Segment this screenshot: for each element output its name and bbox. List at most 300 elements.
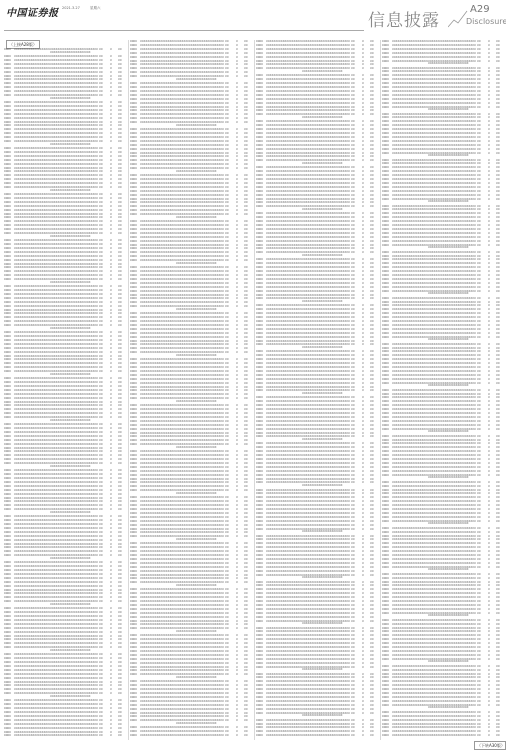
table-cell: XXXXXXXXXXXXXXXXXXXXXXXXXX [428,531,476,534]
table-cell: X [110,642,118,645]
table-cell: XX [244,730,252,733]
table-cell: 0000 [256,734,266,737]
table-cell: X [362,170,370,173]
table-cell: XXXXXXXXXXXXXXXXXXXXXXXXXX [50,224,98,227]
table-cell: XXXXXXXXXXXXXXXXXXXXXXXXXX [176,634,224,637]
table-cell: XX [496,516,504,519]
table-cell: XX [99,477,109,480]
table-cell: XXXXXXXXXXXXXXXXXXXXXXXXXX [428,194,476,197]
table-cell: 0000 [382,470,392,473]
table-cell: X [362,504,370,507]
table-cell: X [236,528,244,531]
table-cell: 0000 [256,106,266,109]
table-cell: XX [225,577,235,580]
table-cell: XX [496,370,504,373]
table-cell: X [488,454,496,457]
table-cell: XXXXXXXXXXXXXXXXXXXXXXXXXX [302,198,350,201]
table-cell: XXXXXXXXXXXXXXXXXXXXXXXXXX [50,539,98,542]
table-cell: XX [244,542,252,545]
table-cell: XXXXXXXXXXXXXXXXXXXXXXXXXX [176,378,224,381]
table-cell: XXXXXXXXXXXXXXXXXXXXXXXXXX [302,396,350,399]
table-cell: XX [477,592,487,595]
table-cell: XX [225,500,235,503]
table-cell: XXXXXXXXXXXXXXXXXXXX [14,71,50,74]
table-cell: XXXXXXXXXXXXXXXXXXXX [14,232,50,235]
table-cell: XXXXXXXXXXXXXXXXXXXXXXXXXX [50,71,98,74]
disclosure-table-area [4,40,502,740]
table-cell: 0000 [130,481,140,484]
table-cell: X [362,608,370,611]
table-cell: XXXXXXXXXXXXXXXXXXXXXXXXXX [176,588,224,591]
table-cell: XX [370,634,378,637]
table-cell: XX [496,466,504,469]
table-cell: X [488,301,496,304]
table-cell: 0000 [4,435,14,438]
table-cell: XX [496,212,504,215]
table-cell: XXXXXXXXXXXXXXXXXXXXXXXXXX [428,270,476,273]
table-cell: 0000 [4,140,14,143]
table-cell: XX [351,56,361,59]
table-cell: 0000 [382,424,392,427]
table-cell: 0000 [256,78,266,81]
table-cell: XX [370,538,378,541]
table-cell: XX [225,336,235,339]
table-cell: X [110,515,118,518]
table-cell: XXXXXXXXXXXXXXXXXXXX [14,274,50,277]
table-cell: X [236,496,244,499]
table-cell: XX [99,224,109,227]
table-cell: XX [477,466,487,469]
table-cell: XX [225,588,235,591]
table-cell: XXXXXXXXXXXXXXXXXXXX [392,350,428,353]
table-cell: X [488,723,496,726]
table-cell: XX [99,581,109,584]
table-cell: 0000 [130,458,140,461]
table-cell: XX [225,638,235,641]
table-cell: XX [477,688,487,691]
table-cell: X [110,228,118,231]
table-cell: XXXXXXXXXXXXXXXXXXXXXXXXXX [302,658,350,661]
table-cell: XXXXXXXXXXXXXXXXXXXX [392,719,428,722]
table-cell: XX [244,474,252,477]
table-cell: XX [496,634,504,637]
table-cell: X [236,666,244,669]
table-cell: XX [351,186,361,189]
table-cell: XX [496,642,504,645]
table-cell: 0000 [4,121,14,124]
table-cell: XX [99,504,109,507]
table-cell: XXXXXXXXXXXXXXXXXXXX [392,600,428,603]
table-cell: XX [225,102,235,105]
table-cell: 0000 [382,623,392,626]
table-cell: XXXXXXXXXXXXXXXXXXXX [140,270,176,273]
table-cell: XX [244,700,252,703]
table-cell: X [110,489,118,492]
table-cell: X [236,546,244,549]
table-cell: X [362,638,370,641]
table-cell: X [488,304,496,307]
table-cell: XX [225,255,235,258]
table-cell: XXXXXXXXXXXXXXXXXXXXXXXXXX [302,274,350,277]
table-cell: X [110,408,118,411]
table-cell: XXXXXXXXXXXXXXXXXXXX [140,247,176,250]
table-cell: XX [496,619,504,622]
table-cell: XX [225,132,235,135]
table-cell: X [236,290,244,293]
table-cell: XXXXXXXXXXXXXXXXXXXXXXXXXX [50,607,98,610]
table-cell: XX [370,676,378,679]
table-cell: X [362,650,370,653]
table-cell: XXXXXXXXXXXXXXXXXXXX [140,220,176,223]
table-row [130,351,252,358]
table-cell: XXXXXXXXXXXXXXXXXXXX [392,730,428,733]
table-cell: XX [225,155,235,158]
table-cell: XX [496,220,504,223]
table-cell: XX [118,193,126,196]
table-cell: XXXXXXXXXXXXXXXXXXXX [266,684,302,687]
table-cell: XX [477,343,487,346]
table-cell: 0000 [256,719,266,722]
table-cell: XX [244,574,252,577]
table-cell: XXXXXXXXXXXXXXXXXXXX [14,543,50,546]
table-cell: XX [496,152,504,155]
table-cell: XXXXXXXXXXXXXXXXXXXX [14,569,50,572]
table-cell: XXXXXXXXXXXXXXXXXXXXXXXXXX [428,634,476,637]
table-cell: 0000 [256,74,266,77]
table-cell: XXXXXXXXXXXXXXXXXXXXXXXXXX [176,282,224,285]
table-cell: XX [370,270,378,273]
table-cell: XXXXXXXXXXXXXXXXXXXXXXXXXX [428,274,476,277]
table-cell: XXXXXXXXXXXXXXXXXXXXXXXXXX [428,446,476,449]
table-cell: XX [477,82,487,85]
table-cell: X [362,350,370,353]
table-cell: XXXXXXXXXXXXXXXXXXXXXXXXXX [302,704,350,707]
table-cell: XX [496,178,504,181]
table-cell: XX [244,90,252,93]
table-cell: XXXXXXXXXXXXXXXXXXXXXXXXXX [302,588,350,591]
table-cell: XX [99,462,109,465]
table-cell: 0000 [130,155,140,158]
table-cell: XXXXXXXXXXXXXXXXXXXX [392,113,428,116]
table-column-4 [382,40,502,740]
table-cell: XX [370,316,378,319]
table-cell: X [362,708,370,711]
table-cell: XXXXXXXXXXXXXXXXXXXX [14,646,50,649]
table-cell: XXXXXXXXXXXXXXXXXXXX [392,604,428,607]
table-cell: XXXXXXXXXXXXXXXXXXXXXXXXXX [176,382,224,385]
table-cell: X [110,611,118,614]
table-cell: XX [370,566,378,569]
table-cell: XXXXXXXXXXXXXXXXXXXX [392,90,428,93]
table-cell: XX [118,216,126,219]
table-cell: XXXXXXXXXXXXXXXXXXXXXXXXXX [428,366,476,369]
table-cell: 0000 [130,432,140,435]
table-cell: XX [99,458,109,461]
table-cell: XX [118,515,126,518]
table-cell: XX [244,71,252,74]
table-cell: X [362,673,370,676]
table-cell: XX [118,677,126,680]
table-cell: XXXXXXXXXXXXXXXXXXXX [140,71,176,74]
table-cell: XXXXXXXXXXXXXXXXXXXX [392,581,428,584]
table-cell: XX [496,78,504,81]
table-cell: X [236,236,244,239]
table-cell: 0000 [256,370,266,373]
table-cell: XXXXXXXXXXXXXXXXXXXXXXXXXX [302,692,350,695]
table-cell: 0000 [382,358,392,361]
table-cell: XX [99,205,109,208]
table-cell: XXXXXXXXXXXXXXXXXXXXXXXXXX [50,527,98,530]
table-cell: X [236,194,244,197]
table-cell: XXXXXXXXXXXXXXXXXXXX [392,236,428,239]
table-cell: XXXXXXXXXXXXXXXXXXXX [14,527,50,530]
table-cell: XX [477,442,487,445]
table-cell: XX [118,370,126,373]
table-cell: XX [496,704,504,707]
table-cell: XXXXXXXXXXXXXXXXXXXX [392,132,428,135]
table-cell: 0000 [256,251,266,254]
table-cell: XX [99,397,109,400]
table-cell: XXXXXXXXXXXXXXXXXXXX [266,324,302,327]
table-cell: X [110,117,118,120]
table-cell: XXXXXXXXXXXXXXXXXXXXXXXXXX [302,562,350,565]
table-cell: XX [477,320,487,323]
table-cell: 0000 [382,40,392,43]
table-cell: XX [99,523,109,526]
table-cell: XX [99,416,109,419]
table-cell: XX [477,520,487,523]
table-cell: XX [225,542,235,545]
table-cell: X [488,166,496,169]
table-row [382,658,504,665]
table-cell: XXXXXXXXXXXXXXXXXXXXXX [302,116,350,119]
table-cell: XXXXXXXXXXXXXXXXXXXXXXXXXX [50,397,98,400]
table-cell: X [488,408,496,411]
table-cell: XX [244,132,252,135]
table-cell: 0000 [256,312,266,315]
table-cell: XX [370,232,378,235]
table-cell: XXXXXXXXXXXXXXXXXXXXXXXXXX [302,454,350,457]
table-cell: 0000 [256,600,266,603]
table-cell: X [236,730,244,733]
table-cell: XX [370,638,378,641]
table-cell: 0000 [130,266,140,269]
table-cell: 0000 [382,638,392,641]
table-cell: XX [225,290,235,293]
table-cell: XX [370,489,378,492]
table-cell: XXXXXXXXXXXXXXXXXXXX [140,516,176,519]
table-cell: XXXXXXXXXXXXXXXXXXXX [14,285,50,288]
table-cell: XXXXXXXXXXXXXXXXXXXX [140,136,176,139]
table-cell: XX [496,290,504,293]
table-cell: 0000 [130,362,140,365]
table-cell: XXXXXXXXXXXXXXXXXXXXXXXXXX [50,585,98,588]
table-cell: 0000 [130,535,140,538]
table-cell: X [236,454,244,457]
table-cell: XXXXXXXXXXXXXXXXXXXX [266,512,302,515]
table-cell: XXXXXXXXXXXXXXXXXXXX [392,420,428,423]
table-cell: XX [118,596,126,599]
table-cell: 0000 [4,404,14,407]
table-cell: XXXXXXXXXXXXXXXXXXXXXXXXXX [176,600,224,603]
table-cell: XX [477,144,487,147]
table-cell: X [362,205,370,208]
table-cell: XX [225,71,235,74]
table-cell: XX [118,128,126,131]
table-cell: XX [496,669,504,672]
table-cell: XX [99,573,109,576]
table-cell: XX [244,182,252,185]
table-cell: XX [351,558,361,561]
table-cell: XX [225,67,235,70]
table-cell: XXXXXXXXXXXXXXXXXXXXXXXXXX [428,719,476,722]
table-cell: XXXXXXXXXXXXXXXXXXXX [266,251,302,254]
table-cell: XXXXXXXXXXXXXXXXXXXX [392,634,428,637]
table-cell: 0000 [382,715,392,718]
table-cell: 0000 [130,508,140,511]
table-cell: XXXXXXXXXXXXXXXXXXXXXXXXXX [302,566,350,569]
table-cell: 0000 [382,144,392,147]
table-cell: XXXXXXXXXXXXXXXXXXXXXXXXXX [428,44,476,47]
table-cell: 0000 [4,343,14,346]
table-cell: X [488,124,496,127]
table-cell: 0000 [4,681,14,684]
table-cell: XXXXXXXXXXXXXXXXXXXX [14,136,50,139]
table-cell: XXXXXXXXXXXXXXXXXXXXXXXXXX [428,170,476,173]
table-cell: XX [99,220,109,223]
table-cell: XXXXXXXXXXXXXXXXXXXX [14,546,50,549]
table-cell: XXXXXXXXXXXXXXXXXXXX [392,136,428,139]
table-cell: X [236,144,244,147]
table-cell: XXXXXXXXXXXXXXXXXXXX [392,56,428,59]
table-cell: XX [370,120,378,123]
table-cell: XX [225,558,235,561]
table-cell: XXXXXXXXXXXXXXXXXXXXXXXXXX [428,581,476,584]
table-cell: 0000 [130,228,140,231]
table-cell: XX [118,351,126,354]
table-cell: X [110,278,118,281]
table-cell: XX [99,577,109,580]
table-cell: XXXXXXXXXXXXXXXXXXXXXXXXXX [176,71,224,74]
table-cell: XXXXXXXXXXXXXXXXXXXX [392,186,428,189]
table-cell: XX [118,358,126,361]
table-cell: XX [370,358,378,361]
table-cell: XXXXXXXXXXXXXXXXXXXX [266,144,302,147]
table-cell: XX [244,504,252,507]
table-cell: XX [244,734,252,737]
table-cell: XX [351,60,361,63]
table-cell: XXXXXXXXXXXXXXXXXXXX [266,232,302,235]
table-cell: XX [99,535,109,538]
table-cell: XXXXXXXXXXXXXXXXXXXXXXXXXX [428,328,476,331]
table-cell: XXXXXXXXXXXXXXXXXXXXXXXXXX [176,581,224,584]
table-cell: XX [370,90,378,93]
table-cell: XX [477,412,487,415]
table-cell: X [362,247,370,250]
table-cell: XX [118,431,126,434]
table-cell: XXXXXXXXXXXXXXXXXXXXXXXXXX [428,128,476,131]
table-cell: XXXXXXXXXXXXXXXXXXXX [266,286,302,289]
table-cell: XXXXXXXXXXXXXXXXXXXXXXXXXX [176,190,224,193]
table-cell: XX [351,170,361,173]
table-cell: 0000 [382,634,392,637]
table-cell: 0000 [382,304,392,307]
table-cell: 0000 [130,404,140,407]
table-cell: X [488,40,496,43]
table-cell: XXXXXXXXXXXXXXXXXXXX [140,489,176,492]
table-cell: 0000 [256,700,266,703]
table-cell: XXXXXXXXXXXXXXXXXXXXXXXXXX [428,711,476,714]
table-cell: XX [477,726,487,729]
table-cell: XXXXXXXXXXXXXXXXXXXXXX [176,170,224,173]
table-cell: XXXXXXXXXXXXXXXXXXXX [14,489,50,492]
table-cell: X [488,680,496,683]
table-cell: X [110,462,118,465]
table-cell: XX [244,94,252,97]
table-cell: X [362,596,370,599]
table-cell: XXXXXXXXXXXXXXXXXXXXXXXXXX [428,474,476,477]
table-cell: 0000 [130,109,140,112]
table-cell: XX [351,620,361,623]
table-cell: X [110,266,118,269]
table-cell: XXXXXXXXXXXXXXXXXXXXXX [176,446,224,449]
table-cell: 0000 [4,186,14,189]
table-row [130,535,252,542]
table-cell: X [110,615,118,618]
table-cell: XXXXXXXXXXXXXXXXXXXXXXXXXX [50,699,98,702]
table-cell: 0000 [382,301,392,304]
table-cell: XX [477,94,487,97]
table-cell: XXXXXXXXXXXXXXXXXXXXXXXXXX [428,442,476,445]
table-cell: 0000 [130,650,140,653]
table-cell: XX [477,60,487,63]
table-cell: 0000 [130,174,140,177]
table-cell: XXXXXXXXXXXXXXXXXXXXXXXXXX [50,377,98,380]
table-cell: XX [370,354,378,357]
table-cell: XXXXXXXXXXXXXXXXXXXX [140,650,176,653]
table-cell: 0000 [256,478,266,481]
table-cell: X [488,132,496,135]
table-cell: 0000 [130,386,140,389]
table-cell: 0000 [382,52,392,55]
table-cell: XX [351,489,361,492]
table-cell: XX [244,67,252,70]
table-cell: X [236,332,244,335]
table-cell: XX [496,711,504,714]
table-cell: XXXXXXXXXXXXXXXXXXXXXXXXXX [176,205,224,208]
table-cell: XXXXXXXXXXXXXXXXXXXXXXXXXX [176,109,224,112]
table-cell: X [236,198,244,201]
table-cell: X [236,700,244,703]
table-cell: 0000 [4,55,14,58]
table-cell: 0000 [4,182,14,185]
table-cell: XX [244,294,252,297]
table-cell: XXXXXXXXXXXXXXXXXXXXXXXXXX [50,170,98,173]
table-cell: XXXXXXXXXXXXXXXXXXXXXXXXXX [428,688,476,691]
table-cell: XXXXXXXXXXXXXXXXXXXXXX [302,208,350,211]
table-cell: XX [99,289,109,292]
table-cell: XX [351,596,361,599]
table-cell: XXXXXXXXXXXXXXXXXXXX [266,481,302,484]
table-cell: 0000 [4,251,14,254]
table-cell: XXXXXXXXXXXXXXXXXXXX [14,377,50,380]
table-cell: XXXXXXXXXXXXXXXXXXXXXXXXXX [50,193,98,196]
table-cell: XX [99,124,109,127]
table-cell: XXXXXXXXXXXXXXXXXXXXXXXXXX [428,650,476,653]
table-cell: X [362,132,370,135]
table-cell: X [236,550,244,553]
table-cell: XXXXXXXXXXXXXXXXXXXX [140,730,176,733]
